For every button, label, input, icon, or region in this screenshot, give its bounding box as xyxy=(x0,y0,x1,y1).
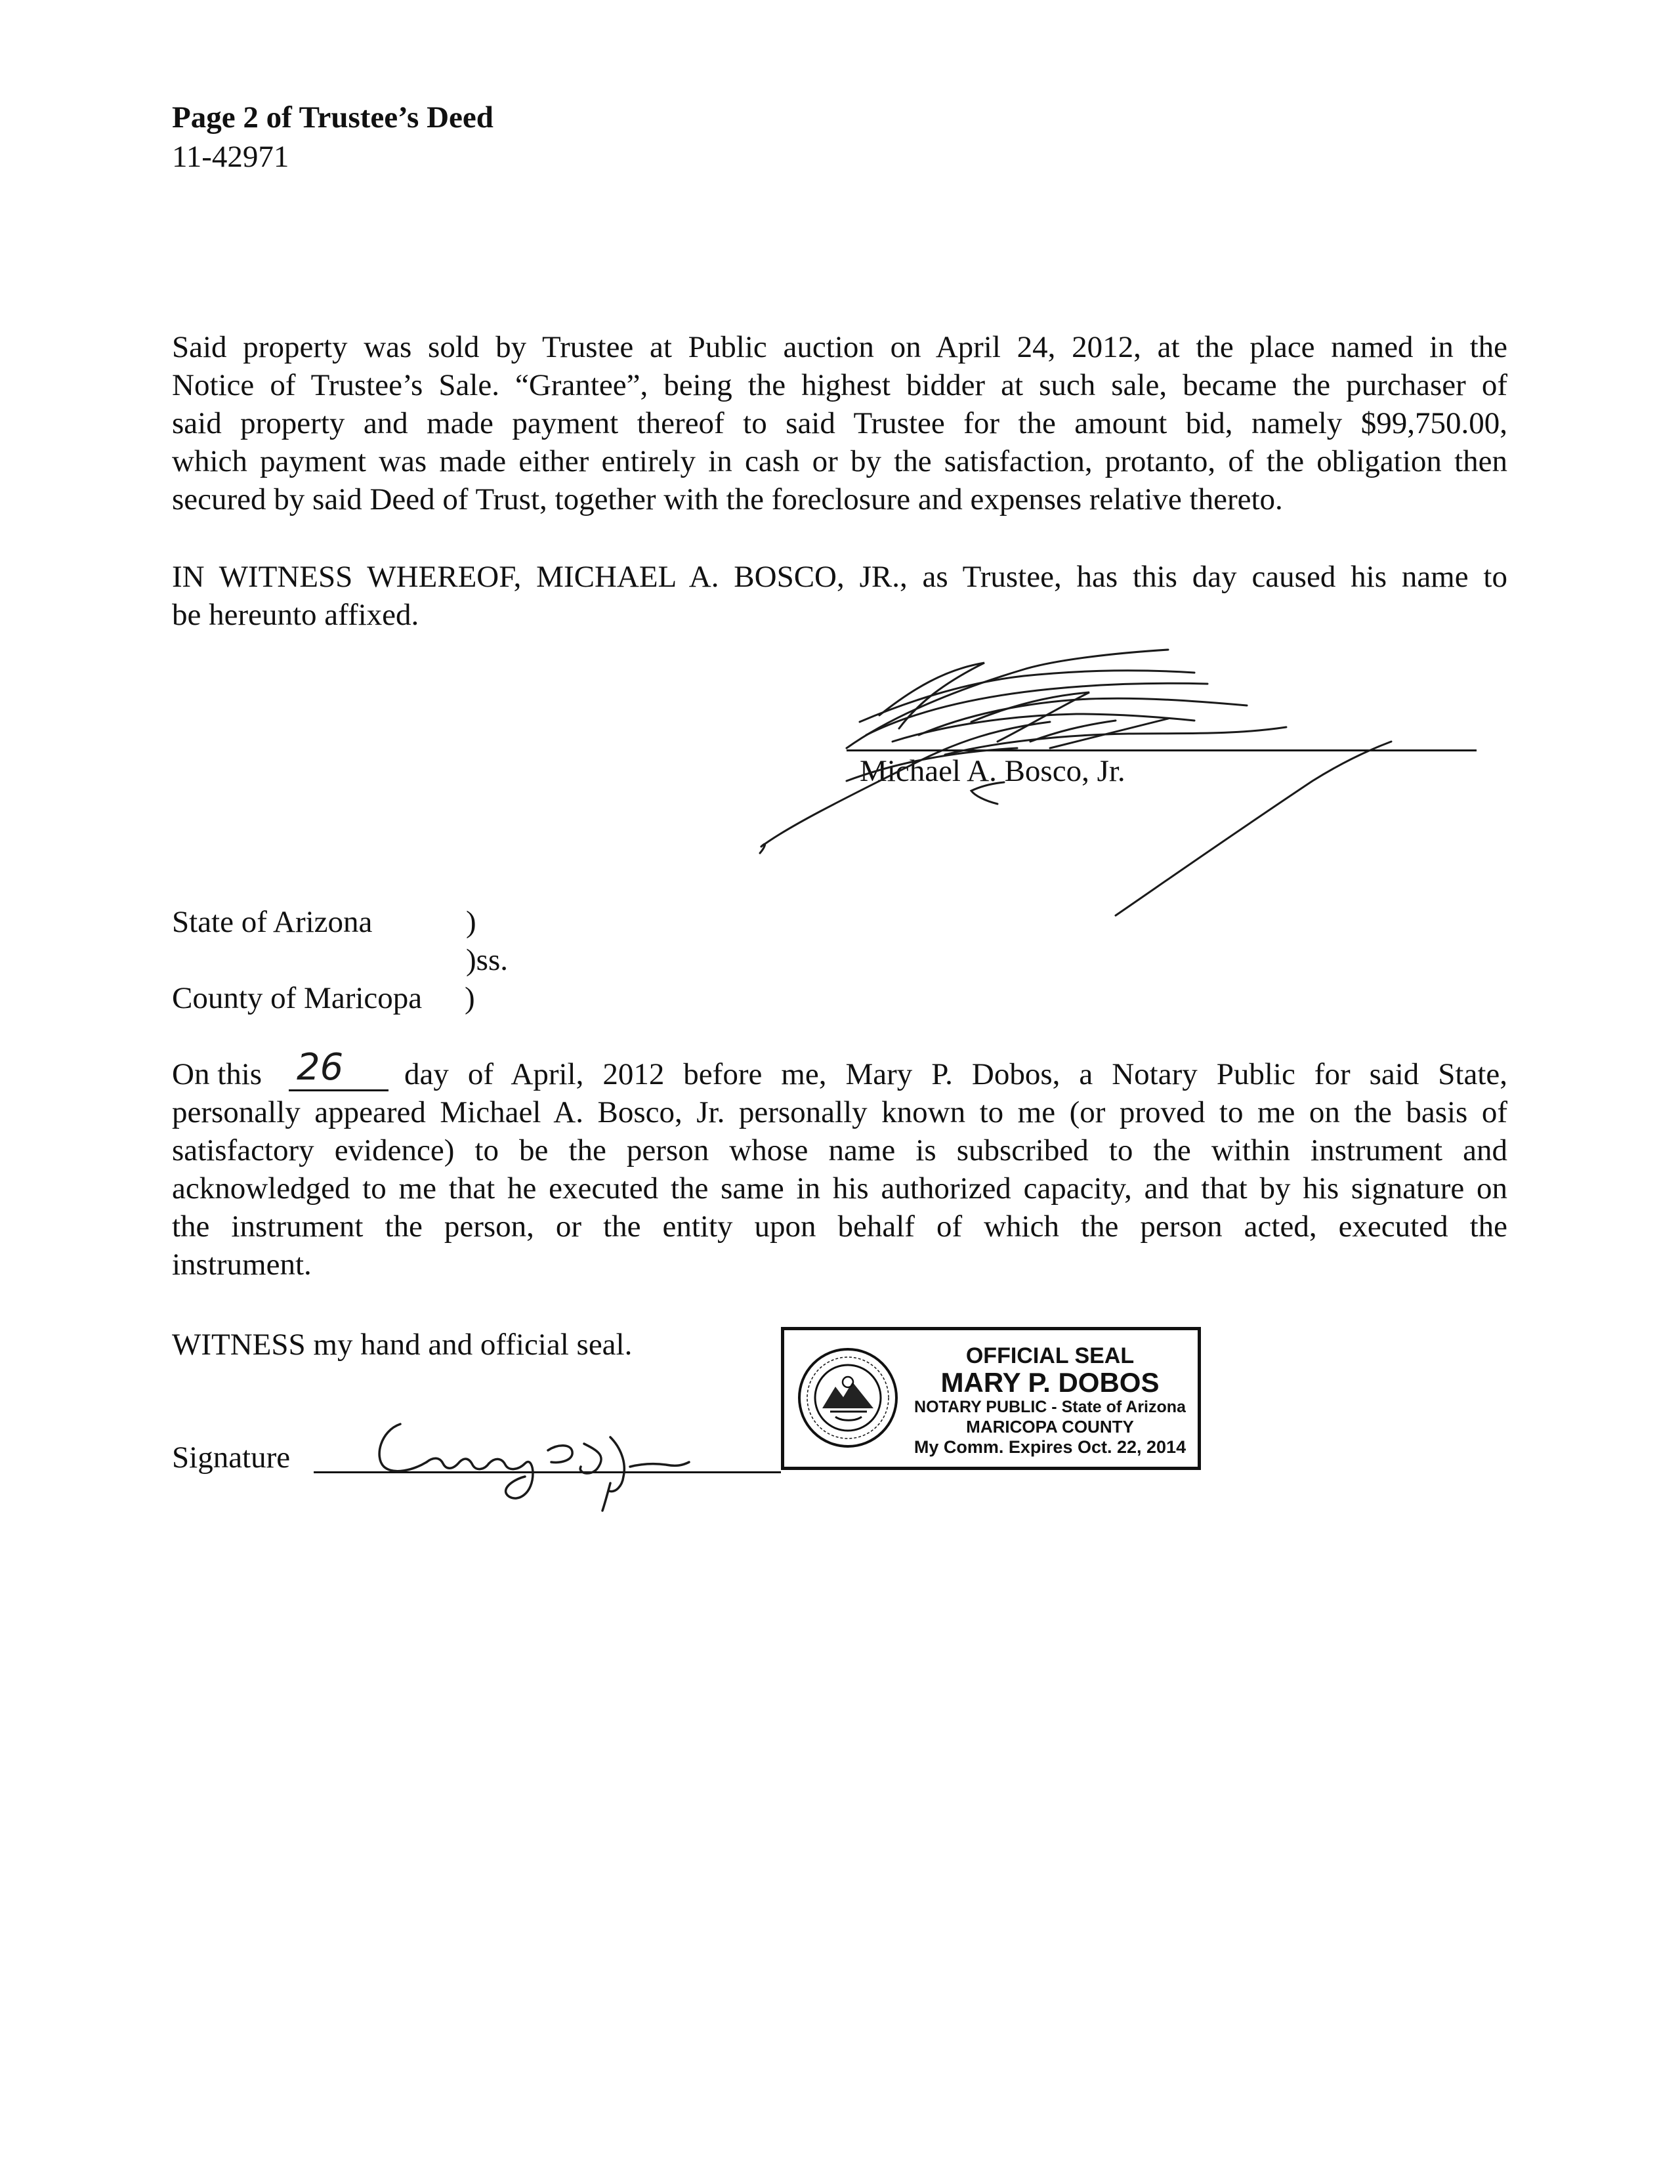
document-number: 11-42971 xyxy=(172,140,289,174)
ack-line-1-rest: day of April, 2012 before me, Mary P. Dobos, a Notary Public for said State, xyxy=(404,1057,1507,1091)
seal-commission-expires: My Comm. Expires Oct. 22, 2014 xyxy=(914,1437,1186,1457)
trustee-handwritten-signature xyxy=(748,643,1404,932)
seal-notary-public: NOTARY PUBLIC - State of Arizona xyxy=(914,1398,1186,1416)
seal-notary-name: MARY P. DOBOS xyxy=(940,1367,1160,1398)
witness-line: WITNESS my hand and official seal. xyxy=(172,1328,633,1362)
sale-paragraph xyxy=(172,328,1507,518)
official-seal-stamp xyxy=(781,1327,1201,1470)
ack-line: instrument. xyxy=(172,1248,312,1282)
acknowledgment-paragraph xyxy=(172,1093,1507,1284)
document-title: Page 2 of Trustee’s Deed xyxy=(172,100,494,135)
seal-county: MARICOPA COUNTY xyxy=(966,1417,1134,1437)
sale-paragraph-line: secured by said Deed of Trust, together with the foreclosure and expenses relative thereto. xyxy=(172,482,1283,516)
witness-whereof-line: IN WITNESS WHEREOF, MICHAEL A. BOSCO, JR., as Trustee, has this day caused his name to xyxy=(172,560,1507,594)
ack-lead: On this xyxy=(172,1057,262,1091)
venue-paren-bottom: ) xyxy=(465,981,475,1015)
witness-whereof-paragraph xyxy=(172,558,1507,634)
ack-line: satisfactory evidence) to be the person whose name is subscribed to the within instrument and xyxy=(172,1133,1507,1167)
ack-line: personally appeared Michael A. Bosco, Jr. personally known to me (or proved to me on the basis of xyxy=(172,1095,1507,1129)
notary-handwritten-signature xyxy=(361,1411,715,1522)
witness-whereof-line: be hereunto affixed. xyxy=(172,598,419,632)
venue-paren-top: ) xyxy=(466,905,476,939)
trustee-name: Michael A. Bosco, Jr. xyxy=(860,754,1125,788)
sale-paragraph-line: said property and made payment thereof to said Trustee for the amount bid, namely $99,750.00, xyxy=(172,406,1507,440)
sale-paragraph-line: Notice of Trustee’s Sale. “Grantee”, being the highest bidder at such sale, became the purchaser of xyxy=(172,368,1507,402)
ack-line: the instrument the person, or the entity upon behalf of which the person acted, executed the xyxy=(172,1209,1507,1244)
ack-line: acknowledged to me that he executed the same in his authorized capacity, and that by his signature on xyxy=(172,1171,1507,1206)
sale-paragraph-line: Said property was sold by Trustee at Public auction on April 24, 2012, at the place named in the xyxy=(172,330,1507,364)
county-label: County of Maricopa xyxy=(172,981,423,1015)
arizona-state-seal-icon xyxy=(796,1346,900,1450)
state-label: State of Arizona xyxy=(172,905,373,939)
sale-paragraph-line: which payment was made either entirely in cash or by the satisfaction, protanto, of the obligation then xyxy=(172,444,1507,478)
day-handwritten: 26 xyxy=(297,1046,344,1089)
venue-ss: )ss. xyxy=(466,943,508,977)
seal-official-seal: OFFICIAL SEAL xyxy=(965,1343,1135,1368)
day-blank-line xyxy=(289,1089,388,1091)
signature-label: Signature xyxy=(172,1440,291,1475)
